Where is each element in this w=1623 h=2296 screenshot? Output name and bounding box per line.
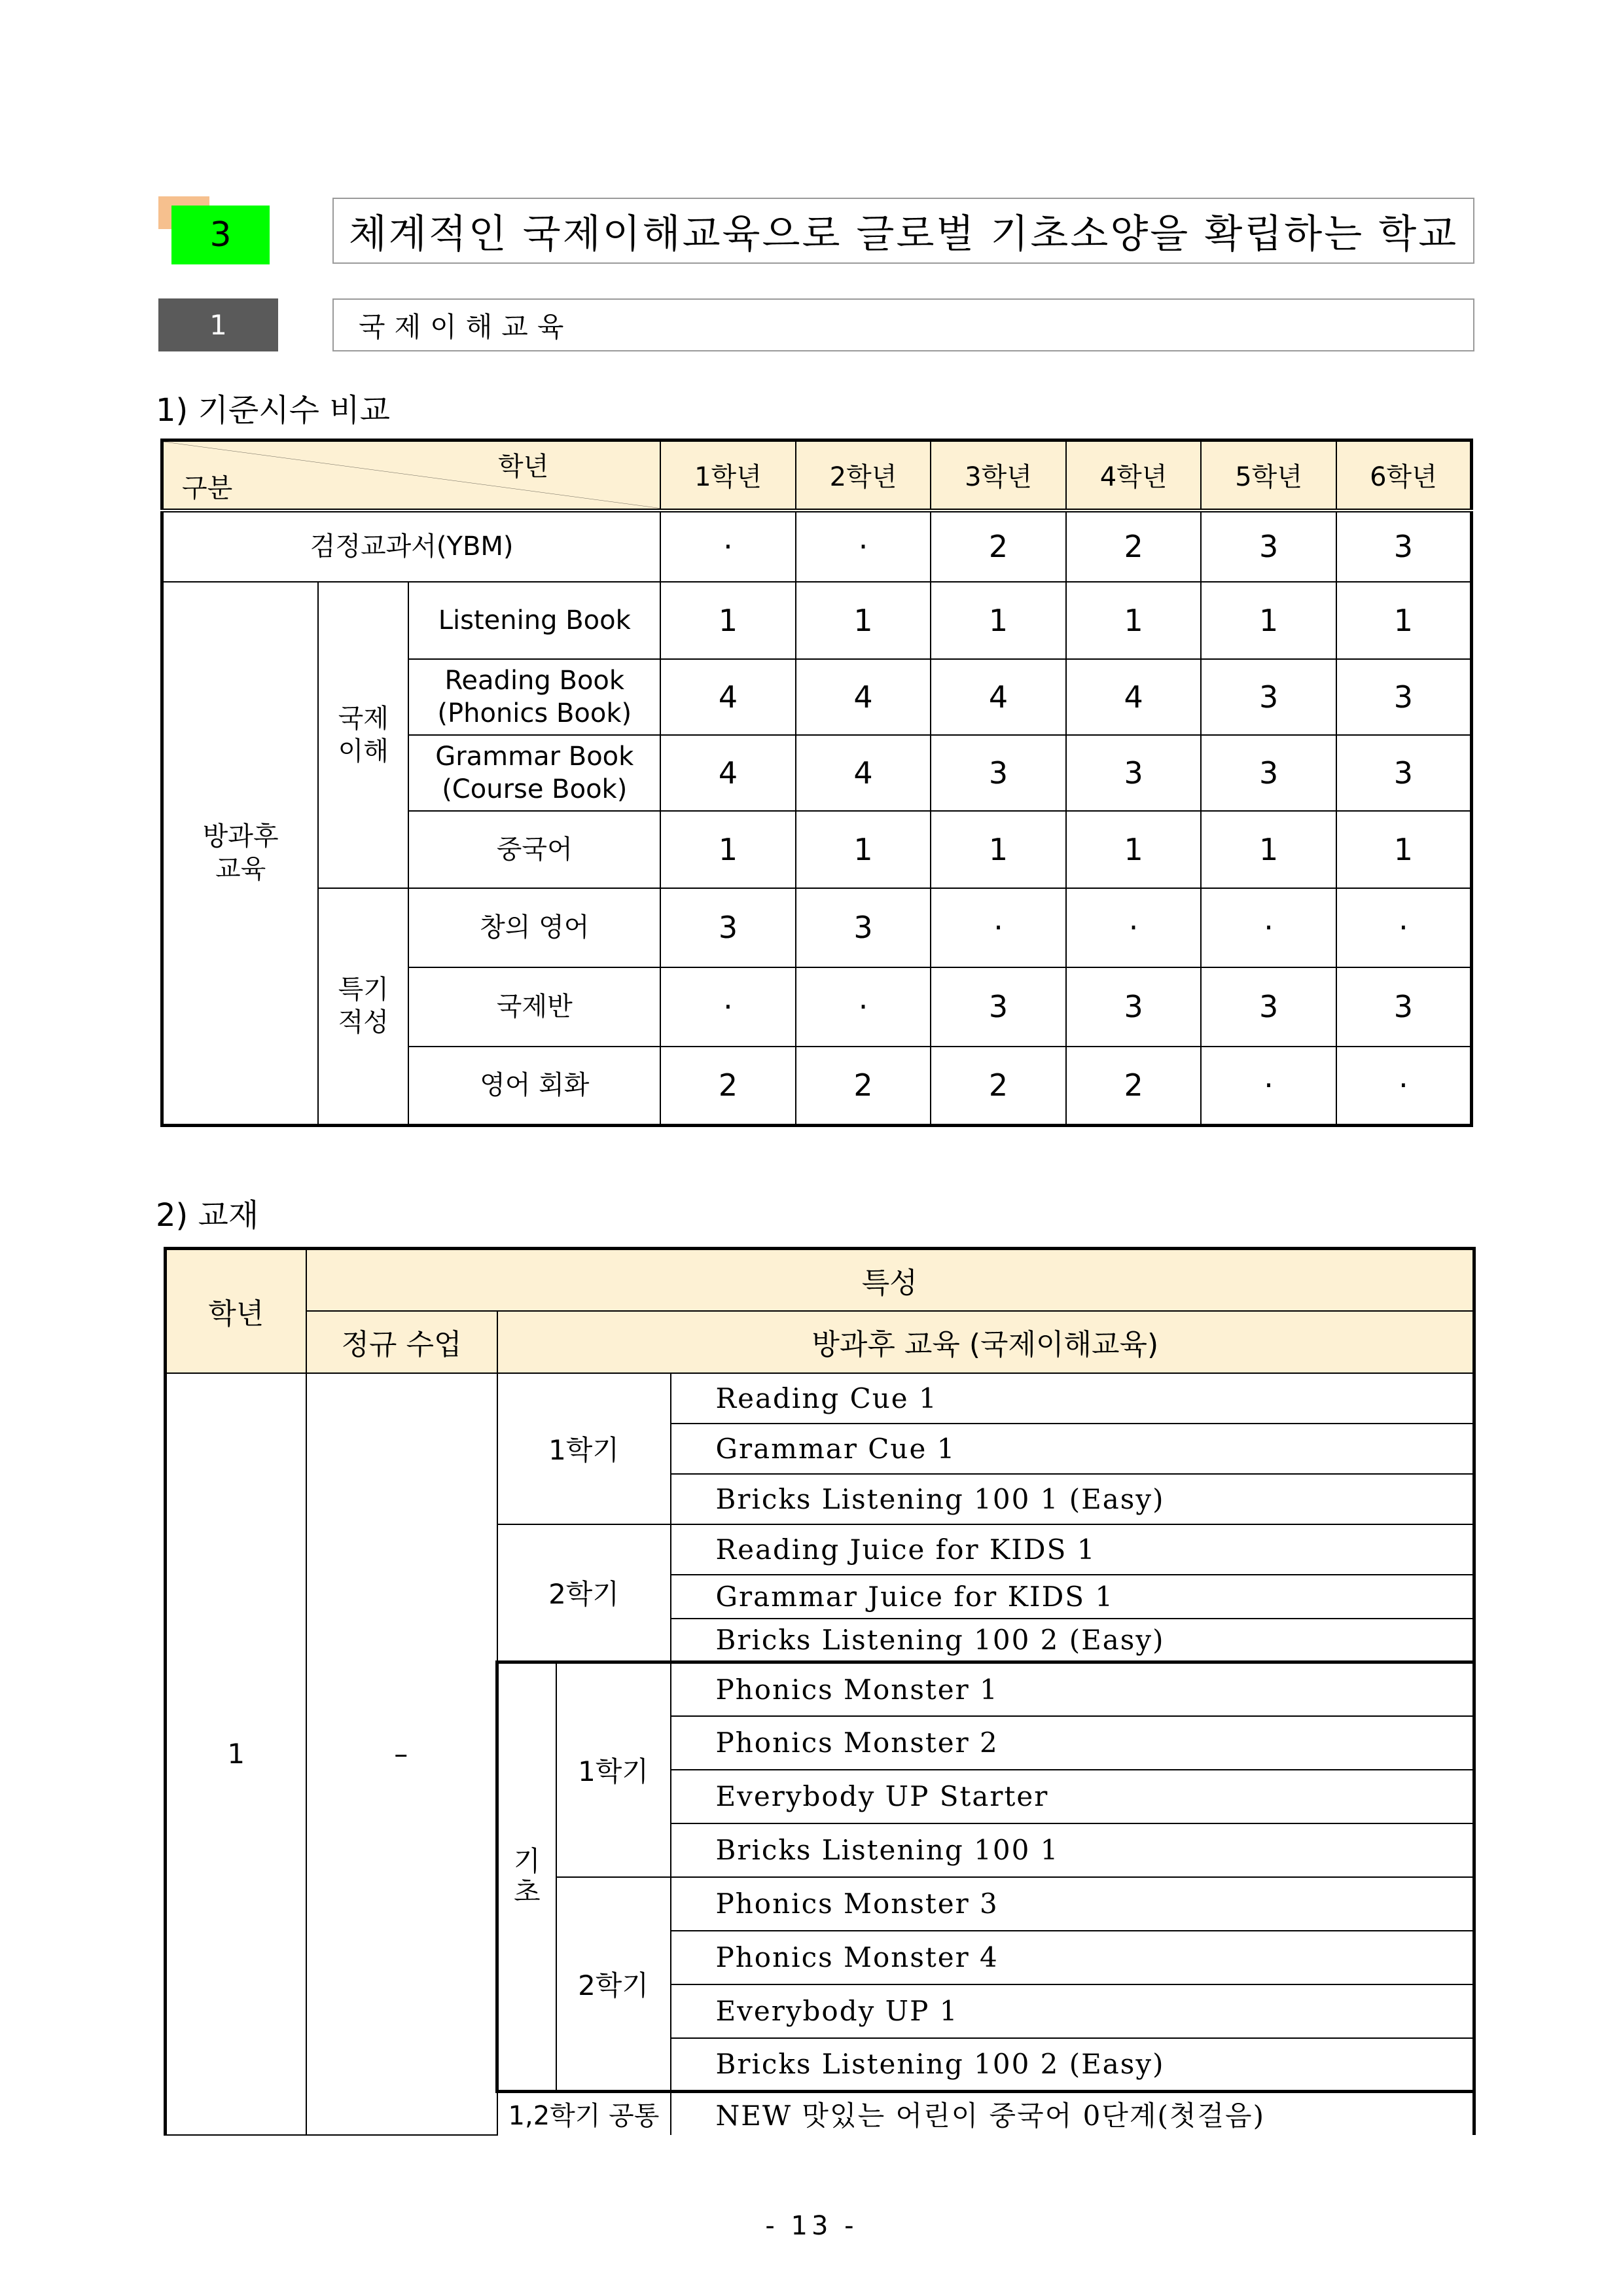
book-title: Phonics Monster 1 <box>671 1662 1474 1716</box>
cell-value: · <box>1066 888 1202 967</box>
materials-heading: 2) 교재 <box>156 1197 259 1234</box>
book-title: Everybody UP 1 <box>671 1984 1474 2038</box>
cell-value: 2 <box>660 1047 796 1126</box>
book-title: Reading Cue 1 <box>671 1373 1474 1424</box>
cell-value: 1 <box>1066 811 1202 888</box>
cell-value: 3 <box>931 967 1066 1047</box>
cell-value: 1 <box>1336 582 1472 659</box>
cell-value: · <box>931 888 1066 967</box>
hours-table <box>160 439 1473 1127</box>
cell-value: · <box>1201 888 1336 967</box>
grade-header: 4학년 <box>1066 440 1202 511</box>
cell-value: 4 <box>931 659 1066 735</box>
row-label: Listening Book <box>408 582 660 659</box>
row-label: 국제반 <box>408 967 660 1047</box>
book-title: Bricks Listening 100 1 (Easy) <box>671 1474 1474 1524</box>
cell-value: 1 <box>1066 582 1202 659</box>
cell-value: 2 <box>931 1047 1066 1126</box>
cell-value: 4 <box>796 659 931 735</box>
cell-value: 3 <box>1201 511 1336 582</box>
book-title: Reading Juice for KIDS 1 <box>671 1524 1474 1575</box>
corner-grade-label: 학년 <box>497 452 549 482</box>
grade-header: 5학년 <box>1201 440 1336 511</box>
book-title: Bricks Listening 100 1 <box>671 1823 1474 1877</box>
cell-value: · <box>660 511 796 582</box>
feature-column-header: 특성 <box>306 1249 1474 1311</box>
grade-header: 2학년 <box>796 440 931 511</box>
cell-value: 3 <box>1336 967 1472 1047</box>
semester-label: 2학기 <box>556 1877 671 2092</box>
regular-column-header: 정규 수업 <box>306 1311 497 1373</box>
cell-value: · <box>660 967 796 1047</box>
hours-heading: 1) 기준시수 비교 <box>156 392 390 429</box>
row-label: 중국어 <box>408 811 660 888</box>
cell-value: 3 <box>1336 659 1472 735</box>
row-label: Reading Book (Phonics Book) <box>408 659 660 735</box>
cell-value: 2 <box>1066 511 1202 582</box>
grade-header: 1학년 <box>660 440 796 511</box>
corner-header <box>162 440 661 511</box>
regular-value: – <box>306 1373 497 2135</box>
basic-label: 기 초 <box>497 1662 556 2092</box>
corner-category-label: 구분 <box>182 473 233 503</box>
talent-label: 특기 적성 <box>318 888 408 1126</box>
cell-value: · <box>1336 1047 1472 1126</box>
cell-value: 4 <box>660 659 796 735</box>
semester-label: 1학기 <box>497 1373 671 1524</box>
cell-value: · <box>1336 888 1472 967</box>
cell-value: · <box>796 511 931 582</box>
cell-value: 1 <box>660 582 796 659</box>
cell-value: 4 <box>796 735 931 811</box>
cell-value: 1 <box>1201 582 1336 659</box>
cell-value: 3 <box>1201 659 1336 735</box>
subsection-title: 국제이해교육 <box>332 298 1474 351</box>
section-title: 체계적인 국제이해교육으로 글로벌 기초소양을 확립하는 학교 <box>332 198 1474 264</box>
cell-value: 1 <box>660 811 796 888</box>
semester-label: 1학기 <box>556 1662 671 1877</box>
cell-value: 1 <box>931 582 1066 659</box>
page-number: - 13 - <box>765 2211 858 2241</box>
book-title: Grammar Cue 1 <box>671 1424 1474 1474</box>
cell-value: 4 <box>1066 659 1202 735</box>
cell-value: 3 <box>1201 735 1336 811</box>
subsection-number: 1 <box>158 298 278 351</box>
grade-column-header: 학년 <box>166 1249 306 1373</box>
textbook-label: 검정교과서(YBM) <box>162 511 661 582</box>
cell-value: 1 <box>1201 811 1336 888</box>
row-label: 창의 영어 <box>408 888 660 967</box>
cell-value: 3 <box>660 888 796 967</box>
book-title: Grammar Juice for KIDS 1 <box>671 1575 1474 1619</box>
semester-label: 2학기 <box>497 1524 671 1662</box>
cell-value: · <box>796 967 931 1047</box>
book-title: Phonics Monster 4 <box>671 1931 1474 1984</box>
cell-value: 3 <box>796 888 931 967</box>
cell-value: 3 <box>931 735 1066 811</box>
cell-value: 1 <box>796 582 931 659</box>
cell-value: 1 <box>796 811 931 888</box>
cell-value: 3 <box>1336 735 1472 811</box>
cell-value: 3 <box>1066 735 1202 811</box>
intl-label: 국제 이해 <box>318 582 408 888</box>
grade-header: 3학년 <box>931 440 1066 511</box>
semester-label: 1,2학기 공통 <box>497 2092 671 2135</box>
materials-table <box>164 1247 1476 2136</box>
after-school-column-header: 방과후 교육 (국제이해교육) <box>497 1311 1474 1373</box>
cell-value: 2 <box>931 511 1066 582</box>
book-title: Phonics Monster 2 <box>671 1716 1474 1770</box>
section-number: 3 <box>171 206 270 264</box>
cell-value: 1 <box>931 811 1066 888</box>
cell-value: 2 <box>796 1047 931 1126</box>
book-title: NEW 맛있는 어린이 중국어 0단계(첫걸음) <box>671 2092 1474 2135</box>
cell-value: 1 <box>1336 811 1472 888</box>
book-title: Phonics Monster 3 <box>671 1877 1474 1931</box>
book-title: Bricks Listening 100 2 (Easy) <box>671 2038 1474 2092</box>
cell-value: 3 <box>1201 967 1336 1047</box>
cell-value: 3 <box>1336 511 1472 582</box>
book-title: Everybody UP Starter <box>671 1770 1474 1823</box>
grade-value: 1 <box>166 1373 306 2135</box>
cell-value: 2 <box>1066 1047 1202 1126</box>
book-title: Bricks Listening 100 2 (Easy) <box>671 1619 1474 1662</box>
row-label: Grammar Book (Course Book) <box>408 735 660 811</box>
grade-header: 6학년 <box>1336 440 1472 511</box>
cell-value: · <box>1201 1047 1336 1126</box>
row-label: 영어 회화 <box>408 1047 660 1126</box>
cell-value: 4 <box>660 735 796 811</box>
after-school-label: 방과후 교육 <box>162 582 319 1126</box>
cell-value: 3 <box>1066 967 1202 1047</box>
